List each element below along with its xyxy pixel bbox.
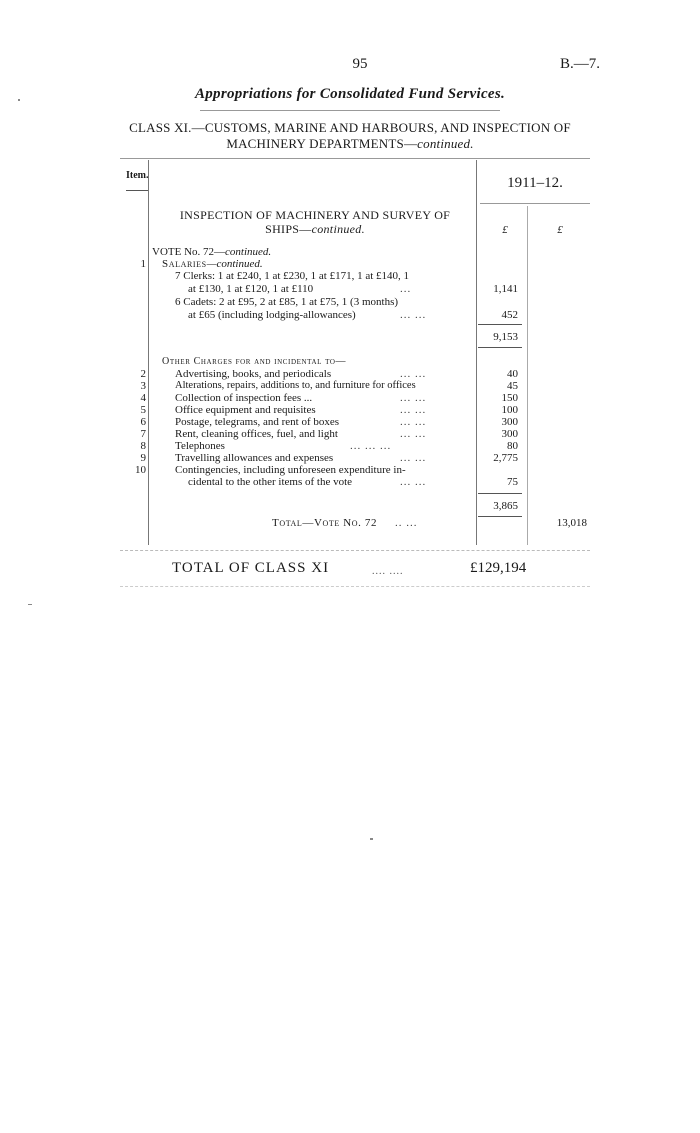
leader-dots: ... ...	[400, 416, 427, 428]
item-column-header: Item.	[126, 170, 149, 181]
charge-amount: 45	[507, 380, 518, 392]
item-number: 2	[140, 368, 146, 380]
item-number: 5	[140, 404, 146, 416]
leader-dots: ... ...	[400, 452, 427, 464]
charge-amount: 75	[507, 476, 518, 488]
scan-speck	[28, 604, 32, 605]
currency-symbol-col2: £	[557, 224, 563, 236]
item-number: 8	[140, 440, 146, 452]
item-header-rule	[126, 190, 148, 191]
table-top-rule	[120, 158, 590, 159]
vote-heading: VOTE No. 72—continued.	[152, 246, 272, 258]
year-rule	[480, 203, 590, 204]
other-charges-heading: Other Charges for and incidental to—	[162, 356, 347, 367]
item-number: 4	[140, 392, 146, 404]
class-total-label: TOTAL OF CLASS XI	[172, 560, 330, 576]
section-title	[150, 208, 480, 236]
charge-amount: 300	[501, 416, 518, 428]
charge-description: Telephones	[175, 440, 225, 452]
page-number: 95	[352, 56, 368, 72]
leader-dots: .. ...	[395, 517, 418, 529]
heading-rule	[200, 110, 500, 111]
salaries-subtotal: 9,153	[493, 331, 518, 343]
charge-description: Postage, telegrams, and rent of boxes	[175, 416, 340, 428]
charge-description: Advertising, books, and periodicals	[175, 368, 332, 380]
vote-total-amount: 13,018	[556, 517, 587, 529]
charge-description: cidental to the other items of the vote	[188, 476, 353, 488]
charge-description: Contingencies, including unforeseen expenditure in-	[175, 464, 406, 476]
charge-amount: 100	[501, 404, 518, 416]
item-number: 1	[140, 258, 146, 270]
leader-dots: ... ...	[400, 404, 427, 416]
charge-description: Rent, cleaning offices, fuel, and light	[175, 428, 338, 440]
charge-amount: 2,775	[493, 452, 518, 464]
salaries-row-text: 6 Cadets: 2 at £95, 2 at £85, 1 at £75, 1 (3 months)	[175, 296, 399, 308]
salaries-row-text: at £65 (including lodging-allowances)	[188, 309, 356, 321]
table-bottom-rule	[120, 550, 590, 551]
item-number: 10	[135, 464, 146, 476]
total-column-divider	[527, 206, 528, 545]
charge-amount: 150	[501, 392, 518, 404]
leader-dots: ... ...	[400, 368, 427, 380]
leader-dots: .... ....	[372, 566, 404, 577]
salaries-row-text: at £130, 1 at £120, 1 at £110	[188, 283, 314, 295]
currency-symbol-col1: £	[502, 224, 508, 236]
salaries-heading: Salaries—continued.	[162, 258, 263, 270]
section-title-line1: INSPECTION OF MACHINERY AND SURVEY OF	[179, 208, 451, 222]
scan-speck	[370, 838, 373, 840]
salaries-amount: 452	[501, 309, 518, 321]
salaries-amount: 1,141	[493, 283, 518, 295]
leader-dots: ... ...	[400, 309, 427, 321]
subtotal-rule	[478, 516, 522, 517]
item-number: 3	[140, 380, 146, 392]
charge-amount: 40	[507, 368, 518, 380]
leader-dots: ...	[400, 283, 412, 295]
charge-description: Alterations, repairs, additions to, and furniture for offices	[175, 380, 416, 391]
document-reference: B.—7.	[559, 56, 600, 72]
leader-dots: ... ...	[400, 392, 427, 404]
leader-dots: ... ...	[400, 476, 427, 488]
leader-dots: ... ... ...	[350, 440, 392, 452]
salaries-row-text: 7 Clerks: 1 at £240, 1 at £230, 1 at £171, 1 at £140, 1	[175, 270, 410, 282]
leader-dots: ... ...	[400, 428, 427, 440]
other-charges-subtotal: 3,865	[493, 500, 518, 512]
subtotal-rule	[478, 347, 522, 348]
item-number: 7	[140, 428, 146, 440]
page-heading: Appropriations for Consolidated Fund Services.	[194, 86, 506, 102]
item-number: 6	[140, 416, 146, 428]
charge-description: Collection of inspection fees ...	[175, 392, 313, 404]
footer-rule	[120, 586, 590, 587]
section-title-line2: SHIPS—continued.	[265, 222, 365, 236]
item-number: 9	[140, 452, 146, 464]
charge-amount: 300	[501, 428, 518, 440]
class-total-amount: £129,194	[470, 560, 527, 576]
charge-description: Travelling allowances and expenses	[175, 452, 334, 464]
subtotal-rule	[478, 324, 522, 325]
subtotal-rule	[478, 493, 522, 494]
charge-amount: 80	[507, 440, 518, 452]
charge-description: Office equipment and requisites	[175, 404, 316, 416]
scan-speck	[18, 99, 20, 101]
item-column-divider	[148, 160, 149, 545]
vote-total-label: Total—Vote No. 72	[272, 517, 378, 529]
class-title-line2: MACHINERY DEPARTMENTS—continued.	[226, 136, 474, 151]
year-header: 1911–12.	[507, 175, 563, 191]
class-title	[0, 120, 700, 152]
class-title-line1: CLASS XI.—CUSTOMS, MARINE AND HARBOURS, AND INSPECTION OF	[129, 120, 571, 135]
